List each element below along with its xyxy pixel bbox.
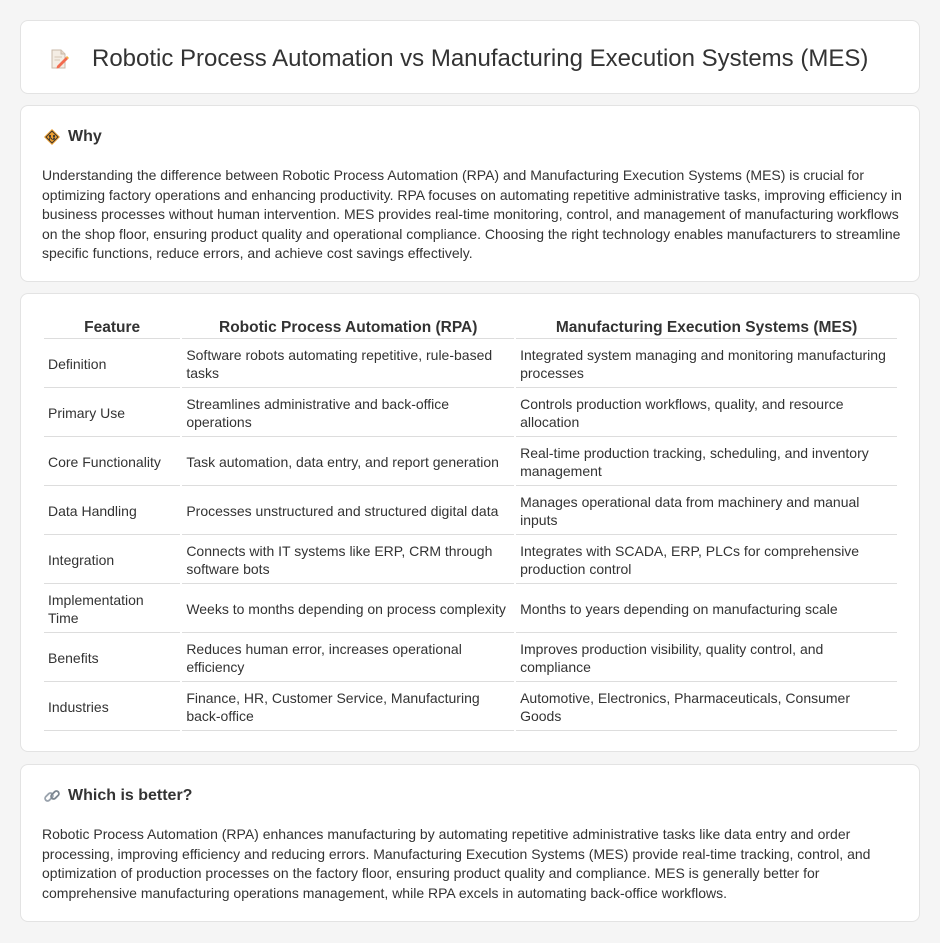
diamond-sign-icon [43, 128, 61, 146]
feature-cell: Definition [44, 341, 180, 388]
rpa-cell: Streamlines administrative and back-office operations [182, 390, 514, 437]
better-heading [43, 785, 192, 807]
rpa-cell: Weeks to months depending on process complexity [182, 586, 514, 633]
table-row [44, 635, 897, 682]
table-row [44, 684, 897, 731]
mes-cell: Integrated system managing and monitoring manufacturing processes [516, 341, 897, 388]
table-row [44, 390, 897, 437]
mes-cell: Months to years depending on manufacturing scale [516, 586, 897, 633]
header-rpa: Robotic Process Automation (RPA) [182, 318, 514, 339]
document-pencil-icon [48, 48, 70, 70]
rpa-cell: Connects with IT systems like ERP, CRM through software bots [182, 537, 514, 584]
mes-cell: Manages operational data from machinery and manual inputs [516, 488, 897, 535]
comparison-table [42, 316, 899, 733]
feature-cell: Data Handling [44, 488, 180, 535]
better-text: Robotic Process Automation (RPA) enhances manufacturing by automating repetitive administrative tasks like data entry and order processing, improving efficiency and reducing errors. Manufacturing Execution Systems (MES) provide real-time tracking, control, and optimization of production processes on the factory floor, ensuring product quality and compliance. MES is generally better for comprehensive manufacturing operations management, while RPA excels in automating back-office workflows. [42, 826, 871, 901]
table-row [44, 537, 897, 584]
rpa-cell: Reduces human error, increases operational efficiency [182, 635, 514, 682]
mes-cell: Integrates with SCADA, ERP, PLCs for comprehensive production control [516, 537, 897, 584]
feature-cell: Core Functionality [44, 439, 180, 486]
link-icon [43, 787, 61, 805]
table-row [44, 586, 897, 633]
feature-cell: Benefits [44, 635, 180, 682]
why-heading [43, 126, 102, 148]
rpa-cell: Task automation, data entry, and report generation [182, 439, 514, 486]
table-row [44, 439, 897, 486]
feature-cell: Primary Use [44, 390, 180, 437]
feature-cell: Implementation Time [44, 586, 180, 633]
rpa-cell: Processes unstructured and structured digital data [182, 488, 514, 535]
why-title: Why [68, 128, 102, 145]
why-text: Understanding the difference between Robotic Process Automation (RPA) and Manufacturing Execution Systems (MES) is crucial for optimizing factory operations and enhancing productivity. RPA focuses on automating repetitive administrative tasks, improving efficiency in business processes without human intervention. MES provides real-time monitoring, control, and management of manufacturing workflows on the shop floor, ensuring product quality and operational compliance. Choosing the right technology enables manufacturers to streamline specific functions, reduce errors, and achieve cost savings effectively. [42, 167, 902, 261]
feature-cell: Industries [44, 684, 180, 731]
header-card [20, 20, 920, 94]
mes-cell: Controls production workflows, quality, and resource allocation [516, 390, 897, 437]
table-row [44, 488, 897, 535]
header-feature: Feature [44, 318, 180, 339]
page-title: Robotic Process Automation vs Manufacturing Execution Systems (MES) [92, 45, 869, 72]
mes-cell: Real-time production tracking, scheduling, and inventory management [516, 439, 897, 486]
table-header-row [44, 318, 897, 339]
why-section [20, 105, 920, 282]
which-is-better-section [20, 764, 920, 922]
mes-cell: Automotive, Electronics, Pharmaceuticals, Consumer Goods [516, 684, 897, 731]
mes-cell: Improves production visibility, quality control, and compliance [516, 635, 897, 682]
better-title: Which is better? [68, 787, 193, 804]
rpa-cell: Software robots automating repetitive, rule-based tasks [182, 341, 514, 388]
comparison-table-card [20, 293, 920, 752]
rpa-cell: Finance, HR, Customer Service, Manufacturing back-office [182, 684, 514, 731]
table-row [44, 341, 897, 388]
header-mes: Manufacturing Execution Systems (MES) [516, 318, 897, 339]
feature-cell: Integration [44, 537, 180, 584]
